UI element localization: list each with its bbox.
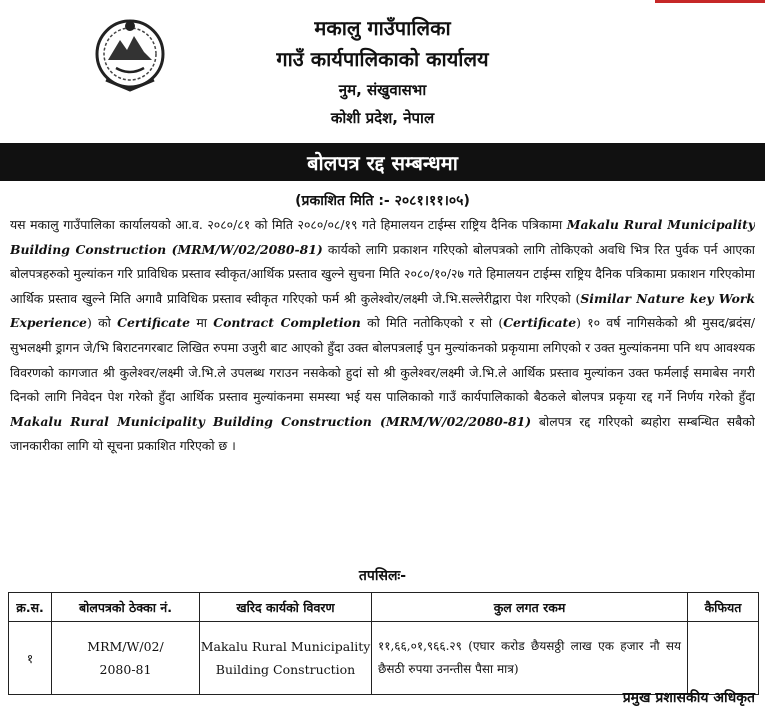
cell-serial: १	[9, 622, 52, 695]
signatory-title: प्रमुख प्रशासकीय अधिकृत	[622, 690, 755, 706]
body-text-segment: मा	[190, 315, 214, 331]
description-line: Makalu Rural Municipality	[200, 639, 371, 654]
certificate-emphasis: Certificate	[503, 315, 577, 331]
col-header-description: खरिद कार्यको विवरण	[200, 593, 372, 622]
cell-amount: ११,६६,०१,९६६.२९ (एघार करोड छैयसठ्ठी लाख एक हजार नौ सय छैसठी रुपया उनन्तीस पैसा मात्र)	[372, 622, 688, 695]
col-header-remarks: कैफियत	[688, 593, 759, 622]
municipality-name: मकालु गाउँपालिका	[314, 16, 451, 40]
body-text-segment: बोलपत्र रद्द गरिएको ब्यहोरा सम्बन्धित सबैको जानकारीका लागि यो सूचना प्रकाशित गरिएको छ ।	[10, 413, 755, 454]
body-text-segment: कार्यको लागि प्रकाशन गरिएको बोलपत्रको लागि तोकिएको अवधि भित्र रित पुर्वक पर्न आएका बोलपत्रहरुको मुल्यांकन गरि प्राविधिक प्रस्ताव स्वीकृत/आर्थिक प्रस्ताव खुल्ने सुचना मिति २०८०/१०/२७ गते हिमालयन टाईम्स राष्ट्रिय दैनिक पत्रिकामा प्रकाशन गरिएकोमा आर्थिक प्रस्ताव खुल्ने मिति अगावै प्राविधिक प्रस्ताव स्वीकृत गरिएको फर्म श्री कुलेश्वोर/लक्ष्मी जे.भि.सल्लेरीद्वारा पेश गरिएको (	[10, 241, 755, 306]
body-text-segment: ) को	[86, 315, 118, 331]
notice-title-banner	[0, 143, 765, 181]
body-text-segment: यस मकालु गाउँपालिका कार्यालयको आ.व. २०८०/८१ को मिति २०८०/०८/१९ गते हिमालयन टाईम्स राष्ट्रिय दैनिक पत्रिकामा	[10, 217, 567, 232]
contract-no-line: 2080-81	[99, 662, 152, 677]
cell-remarks	[688, 622, 759, 695]
project-name-emphasis: Makalu Rural Municipality Building Construction (MRM/W/02/2080-81)	[10, 413, 532, 429]
notice-body	[10, 213, 755, 563]
office-name: गाउँ कार्यपालिकाको कार्यालय	[276, 47, 489, 71]
project-name-emphasis: Makalu Rural Municipality Building Construction (MRM/W/02/2080-81)	[10, 217, 755, 257]
details-heading: तपसिलः-	[358, 568, 407, 584]
cell-contract-no	[52, 622, 200, 695]
notice-title: बोलपत्र रद्द सम्बन्धमा	[307, 150, 458, 175]
contract-no-line: MRM/W/02/	[87, 639, 164, 654]
cell-description	[200, 622, 372, 695]
table-row	[9, 622, 759, 695]
body-text-segment: ) १० वर्ष नागिसकेको श्री मुसद/ब्रदंस/सुभलक्ष्मी ड्रागन जे/भि बिराटनगरबाट लिखित रुपमा उजुरी बाट आएको हुँदा उक्त बोलपत्रलाई पुन मुल्यांकनको प्रकृयामा लगिएको र उक्त मुल्यांकनमा पनि थप आवश्यक विवरणको कागजात श्री कुलेश्वर/लक्ष्मी जे.भि.ले उपलब्ध गराउन नसकेको हुदां सो श्री कुलेश्वर/लक्ष्मी जे.भि.ले आर्थिक प्रस्ताव मुल्यांकन उक्त फर्मलाई समाबेस नगरी दिनको लागि निवेदन पेश गरेको हुँदा आर्थिक प्रस्ताव मुल्यांकनमा समस्या भई यस पालिकाको गाउँ कार्यपालिकाको बैठकले बोलपत्र प्रकृया रद्द गर्ने निर्णय गरेको हुँदा	[10, 315, 755, 405]
col-header-serial: क्र.स.	[9, 593, 52, 622]
contract-completion-emphasis: Contract Completion	[213, 315, 361, 331]
experience-emphasis: Similar Nature key Work Experience	[10, 290, 755, 331]
table-header-row	[9, 593, 759, 622]
province-country: कोशी प्रदेश, नेपाल	[330, 109, 435, 127]
contract-table	[8, 592, 759, 695]
description-line: Building Construction	[215, 662, 356, 677]
office-location: नुम, संखुवासभा	[338, 81, 427, 99]
body-text-segment: को मिति नतोकिएको र सो (	[360, 315, 504, 331]
col-header-contract-no: बोलपत्रको ठेक्का नं.	[52, 593, 200, 622]
col-header-amount: कुल लगत रकम	[372, 593, 688, 622]
publication-date: (प्रकाशित मिति :- २०८१।११।०५)	[295, 193, 470, 209]
letterhead	[0, 0, 765, 140]
certificate-emphasis: Certificate	[117, 315, 191, 331]
